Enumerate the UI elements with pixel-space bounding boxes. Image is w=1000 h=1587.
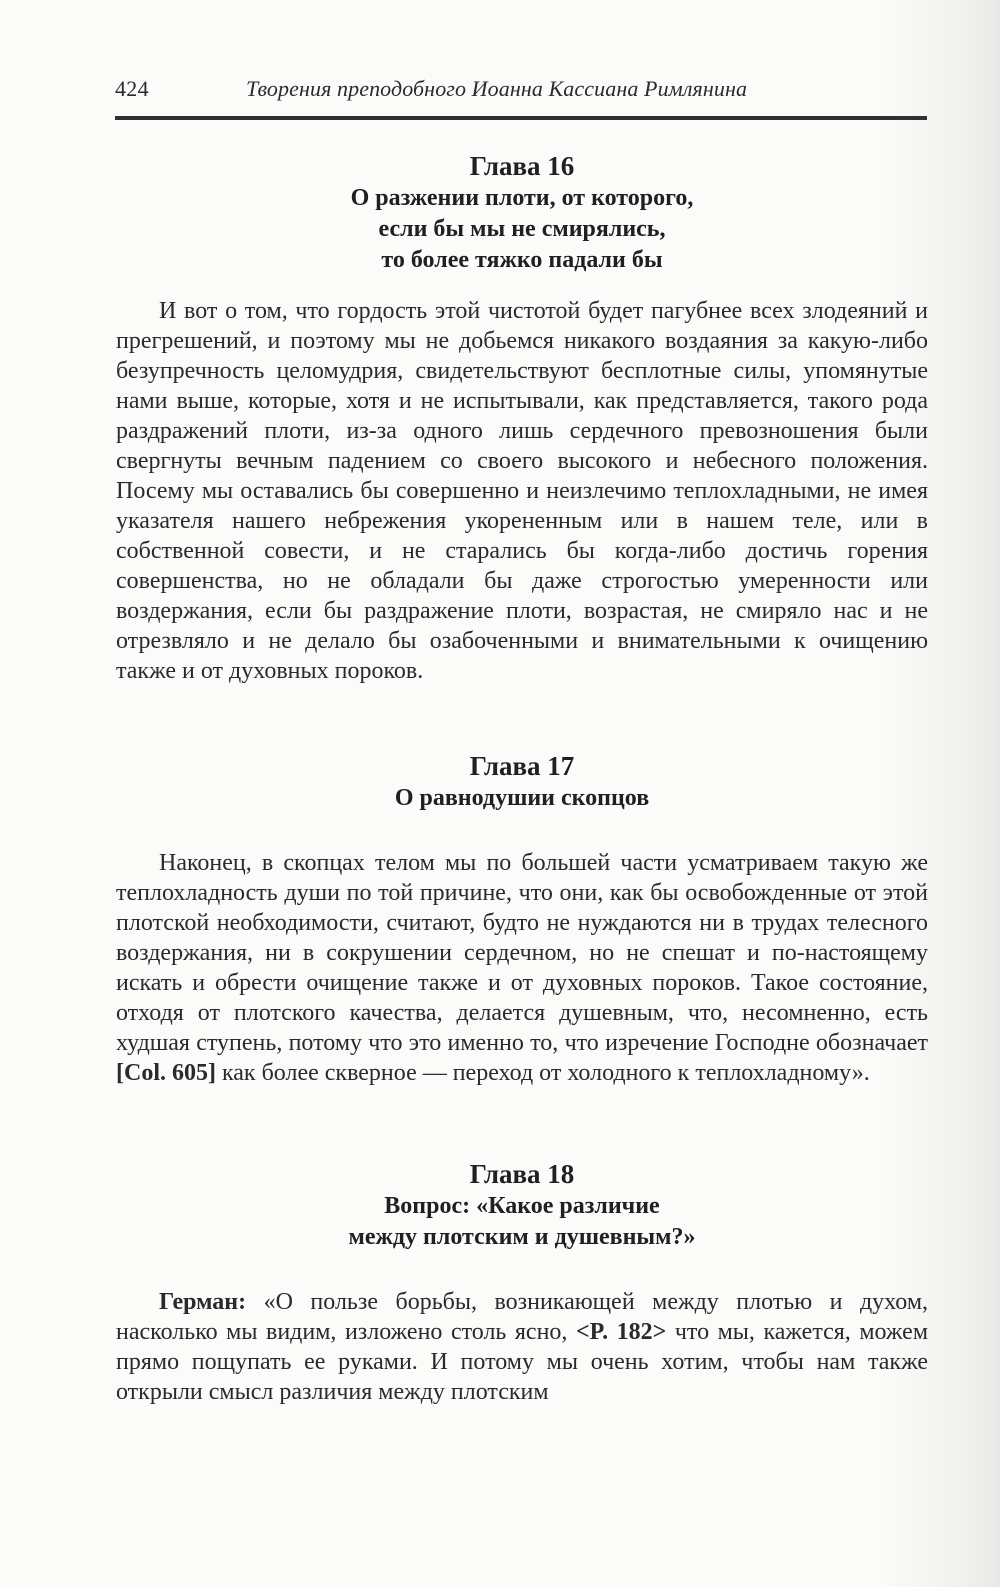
paragraph-text: как более скверное — переход от холодного к теплохладному». — [215, 1060, 870, 1086]
chapter-title-line: если бы мы не смирялись, — [378, 216, 666, 242]
paragraph-text: Наконец, в скопцах телом мы по большей части усматриваем такую же теплохладность души по той причине, что они, как бы освобожденные от этой плотской необходимости, считают, будто не нуждаются ни в трудах телесного воздержания, ни в сокрушении сердечном, но не спешат и по-настоящему искать и обрести очищение также и от духовных пороков. Такое состояние, отходя от плотского качества, делается душевным, что, несомненно, есть худшая ступень, потому что это именно то, что изречение Господне обозначает — [116, 850, 928, 1056]
chapter-title-line: О разжении плоти, от которого, — [350, 185, 694, 211]
speaker-name: Герман: — [159, 1289, 247, 1315]
header-rule — [115, 116, 927, 120]
page-reference: <P. 182> — [575, 1319, 667, 1345]
chapter-heading: Глава 18 — [469, 1159, 575, 1189]
column-reference: [Col. 605] — [116, 1060, 216, 1086]
chapter-paragraph — [116, 848, 928, 1088]
paragraph-text: «О пользе борьбы, возникающей между плотью и духом, насколько мы видим, изложено столь ясно, — [116, 1289, 928, 1345]
chapter-16 — [116, 150, 928, 686]
page-header — [115, 76, 927, 116]
chapter-title-line: то более тяжко падали бы — [381, 247, 663, 273]
chapter-title-line: Вопрос: «Какое различие — [384, 1193, 660, 1219]
chapter-heading: Глава 17 — [469, 751, 575, 781]
page-number: 424 — [115, 76, 149, 101]
chapter-title-line: О равнодушии скопцов — [394, 785, 650, 811]
page-content — [116, 150, 928, 1407]
chapter-paragraph: И вот о том, что гордость этой чистотой будет пагубнее всех злодеяний и прегрешений, и поэтому мы не добьемся никакого воздаяния за какую-либо безупречность целомудрия, свидетельствуют бесплотные силы, упомянутые нами выше, которые, хотя и не испытывали, как представляется, такого рода раздражений плоти, из-за одного лишь сердечного превозношения были свергнуты вечным падением со своего высокого и небесного положения. Посему мы оставались бы совершенно и неизлечимо теплохладными, не имея указателя нашего небрежения укорененным или в нашем теле, или в собственной совести, и не старались бы когда-либо достичь горения совершенства, но не обладали бы даже строгостью умеренности или воздержания, если бы раздражение плоти, возрастая, не смиряло нас и не отрезвляло и не делало бы озабоченными и внимательными к очищению также и от духовных пороков. — [116, 298, 928, 684]
chapter-18 — [116, 1158, 928, 1407]
paragraph-text: что мы, кажется, можем прямо пощупать ее руками. И потому мы очень хотим, чтобы нам также открыли смысл различия между плотским — [116, 1319, 929, 1405]
chapter-17 — [116, 750, 928, 1088]
chapter-title-line: между плотским и душевным?» — [348, 1224, 696, 1250]
chapter-heading: Глава 16 — [469, 151, 575, 181]
chapter-paragraph — [116, 1287, 928, 1407]
running-title: Творения преподобного Иоанна Кассиана Римлянина — [246, 76, 748, 101]
